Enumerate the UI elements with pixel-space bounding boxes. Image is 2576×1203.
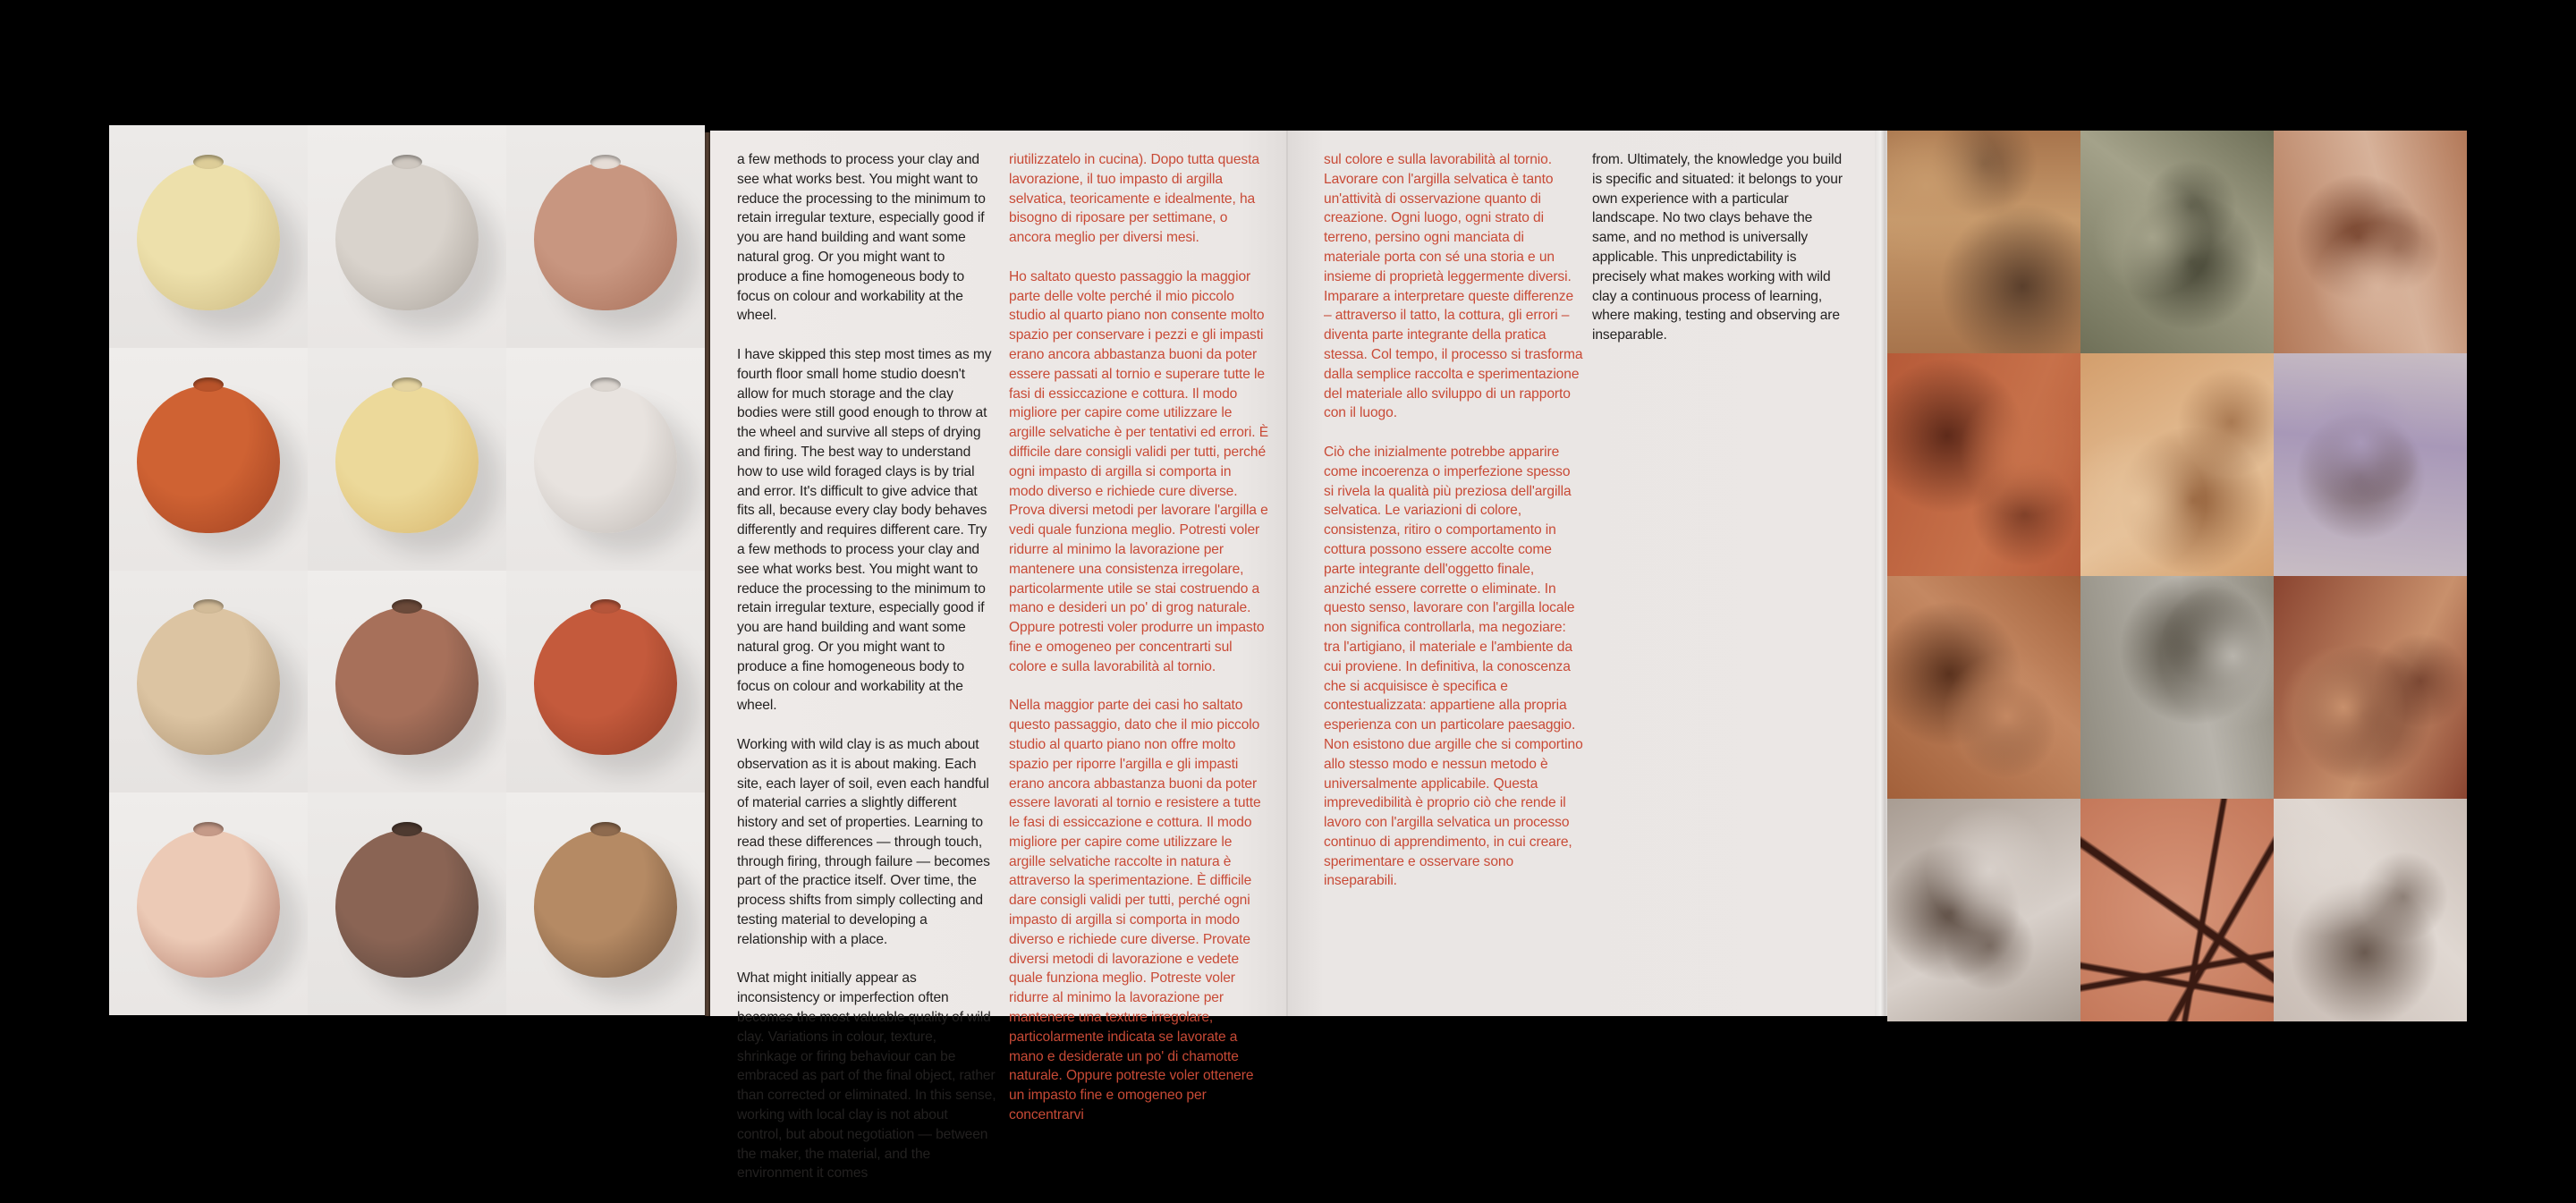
paragraph: What might initially appear as inconsistency or imperfection often becomes the most valuable quality of wild clay. Variations in colour, texture, shrinkage or firing behaviour can be embraced as part of the final object, rather than corrected or eliminated. In this sense, working with local clay is not about control, but about negotiation — between the maker, the material, and the environment it comes <box>737 970 996 1182</box>
english-column-1 <box>737 150 996 1203</box>
beige-smooth-vase <box>137 607 280 755</box>
vase-neck <box>193 377 224 392</box>
dark-brown-smoked-vase <box>335 830 479 978</box>
vase-neck <box>392 155 422 169</box>
marbled-pink-vase <box>137 830 280 978</box>
pink-brown-flashed-vase <box>534 163 677 310</box>
vase-neck <box>590 377 621 392</box>
vase-photo <box>506 125 705 348</box>
vase-neck <box>193 822 224 836</box>
italian-column-3 <box>1324 150 1583 911</box>
paragraph: sul colore e sulla lavorabilità al tornio. Lavorare con l'argilla selvatica è tanto un'attività di osservazione quanto di creazione. Ogni luogo, ogni strato di terreno, persino ogni manciata di materiale porta con sé una storia e un insieme di proprietà leggermente diversi. Imparare a interpretare queste differenze – attraverso il tatto, la cottura, gli errori – diventa parte integrante della pratica stessa. Col tempo, il processo si trasforma dalla semplice raccolta e sperimentazione del materiale allo sviluppo di un rapporto con il luogo. <box>1324 152 1583 421</box>
vase-photo <box>109 792 308 1015</box>
vase-neck <box>392 822 422 836</box>
speckled-white-vase <box>335 163 479 310</box>
vase-photo <box>109 125 308 348</box>
paragraph: a few methods to process your clay and see what works best. You might want to reduce the processing to the minimum to retain irregular texture, especially good if you are hand building and want some natural grog. Or you might want to produce a fine homogeneous body to focus on colour and workability at the wheel. <box>737 152 986 324</box>
soil-photo-chalky-white-earth <box>2274 799 2467 1021</box>
english-column-4 <box>1592 150 1852 365</box>
rough-earth-vase <box>534 830 677 978</box>
yellow-textured-vase <box>335 385 479 533</box>
soil-photo-blue-grey-dug-pit <box>2080 576 2274 799</box>
vase-photo <box>308 125 506 348</box>
soil-photo-rusty-root-strata <box>1887 576 2080 799</box>
vase-photo <box>308 792 506 1015</box>
vase-neck <box>193 155 224 169</box>
vase-photo <box>308 348 506 571</box>
soil-photo-pale-lilac-debris <box>2274 353 2467 576</box>
book-gutter <box>1286 131 1288 1016</box>
vase-photo <box>506 348 705 571</box>
soil-photo-cracked-dry-clay <box>2080 799 2274 1021</box>
vase-photo <box>109 571 308 793</box>
vase-photo <box>109 348 308 571</box>
soil-photo-sandy-ochre-ground <box>2080 353 2274 576</box>
paragraph: Nella maggior parte dei casi ho saltato questo passaggio, dato che il mio piccolo studio al quarto piano non offre molto spazio per riporre l'argilla e gli impasti erano ancora abbastanza buoni da poter essere lavorati al tornio e resistere a tutte le fasi di essiccazione e cottura. Il modo migliore per capire come utilizzare le argille selvatiche raccolte in natura è attraverso la sperimentazione. È difficile dare consigli validi per tutti, perché ogni impasto di argilla si comporta in modo diverso e richiede cure diverse. Provate diversi metodi di lavorazione e vedete quale funziona meglio. Potreste voler ridurre al minimo la lavorazione per mantenere una texture irregolare, particolarmente indicata se lavorate a mano e desiderate un po' di chamotte naturale. Oppure potreste voler ottenere un impasto fine e omogeneo per concentrarvi <box>1009 698 1261 1123</box>
cream-smooth-vase <box>137 163 280 310</box>
vase-neck <box>590 155 621 169</box>
white-textured-vase <box>534 385 677 533</box>
vase-neck <box>392 599 422 614</box>
paragraph: from. Ultimately, the knowledge you build is specific and situated: it belongs to your own experience with a particular landscape. No two clays behave the same, and no method is universally applicable. This unpredictability is precisely what makes working with wild clay a continuous process of learning, where making, testing and observing are inseparable. <box>1592 152 1843 343</box>
soil-photo-ash-grey-crumble <box>1887 799 2080 1021</box>
vase-photo-grid <box>109 125 705 1015</box>
vase-photo <box>308 571 506 793</box>
vase-photo <box>506 792 705 1015</box>
italian-column-2 <box>1009 150 1268 1145</box>
soil-photo-rust-pink-clay-face <box>2274 131 2467 353</box>
vase-neck <box>392 377 422 392</box>
paragraph: riutilizzatelo in cucina). Dopo tutta questa lavorazione, il tuo impasto di argilla selvatica, teoricamente e idealmente, ha bisogno di riposare per settimane, o ancora meglio per diversi mesi. <box>1009 152 1259 246</box>
brown-smoked-vase <box>335 607 479 755</box>
soil-photo-leafy-orange-soil <box>1887 131 2080 353</box>
soil-photo-red-clay-bank <box>1887 353 2080 576</box>
vase-photo <box>506 571 705 793</box>
red-grogged-vase <box>534 607 677 755</box>
soil-photo-grid <box>1887 131 2467 1021</box>
vase-neck <box>590 599 621 614</box>
soil-photo-oxide-red-wall <box>2274 576 2467 799</box>
paragraph: I have skipped this step most times as my fourth floor small home studio doesn't allow for much storage and the clay bodies were still good enough to throw at the wheel and survive all steps of drying and firing. The best way to understand how to use wild foraged clays is by trial and error. It's difficult to give advice that fits all, because every clay body behaves differently and requires different care. Try a few methods to process your clay and see what works best. You might want to reduce the processing to the minimum to retain irregular texture, especially good if you are hand building and want some natural grog. Or you might want to produce a fine homogeneous body to focus on colour and workability at the wheel. <box>737 346 992 714</box>
soil-photo-grey-green-gravel <box>2080 131 2274 353</box>
terracotta-smooth-vase <box>137 385 280 533</box>
vase-neck <box>193 599 224 614</box>
paragraph: Ciò che inizialmente potrebbe apparire come incoerenza o imperfezione spesso si rivela la qualità più preziosa dell'argilla selvatica. Le variazioni di colore, consistenza, ritiro o comportamento in cottura possono essere accolte come parte integrante dell'oggetto finale, anziché essere corrette o eliminate. In questo senso, lavorare con l'argilla locale non significa controllarla, ma negoziare: tra l'artigiano, il materiale e l'ambiente da cui proviene. In definitiva, la conoscenza che si acquisisce è specifica e contestualizzata: appartiene alla propria esperienza con un particolare paesaggio. Non esistono due argille che si comportino allo stesso modo e nessun metodo è universalmente applicabile. Questa imprevedibilità è proprio ciò che rende il lavoro con l'argilla selvatica un processo continuo di apprendimento, in cui creare, sperimentare e osservare sono inseparabili. <box>1324 444 1583 889</box>
paragraph: Working with wild clay is as much about observation as it is about making. Each site, each layer of soil, even each handful of material carries a slightly different history and set of properties. Learning to read these differences — through touch, through firing, through failure — becomes part of the practice itself. Over time, the process shifts from simply collecting and testing material to developing a relationship with a place. <box>737 736 990 947</box>
paragraph: Ho saltato questo passaggio la maggior parte delle volte perché il mio piccolo studio al quarto piano non consente molto spazio per conservare i pezzi e gli impasti erano ancora abbastanza buoni da poter essere passati al tornio e superare tutte le fasi di essiccazione e cottura. Il modo migliore per capire come utilizzare le argille selvatiche è per tentativi ed errori. È difficile dare consigli validi per tutti, perché ogni impasto di argilla si comporta in modo diverso e richiede cure diverse. Prova diversi metodi per lavorare l'argilla e vedi quale funziona meglio. Potresti voler ridurre al minimo la lavorazione per mantenere una consistenza irregolare, particolarmente utile se stai costruendo a mano e desideri un po' di grog naturale. Oppure potresti voler produrre un impasto fine e omogeneo per concentrarti sul colore e sulla lavorabilità al tornio. <box>1009 268 1268 674</box>
vase-neck <box>590 822 621 836</box>
